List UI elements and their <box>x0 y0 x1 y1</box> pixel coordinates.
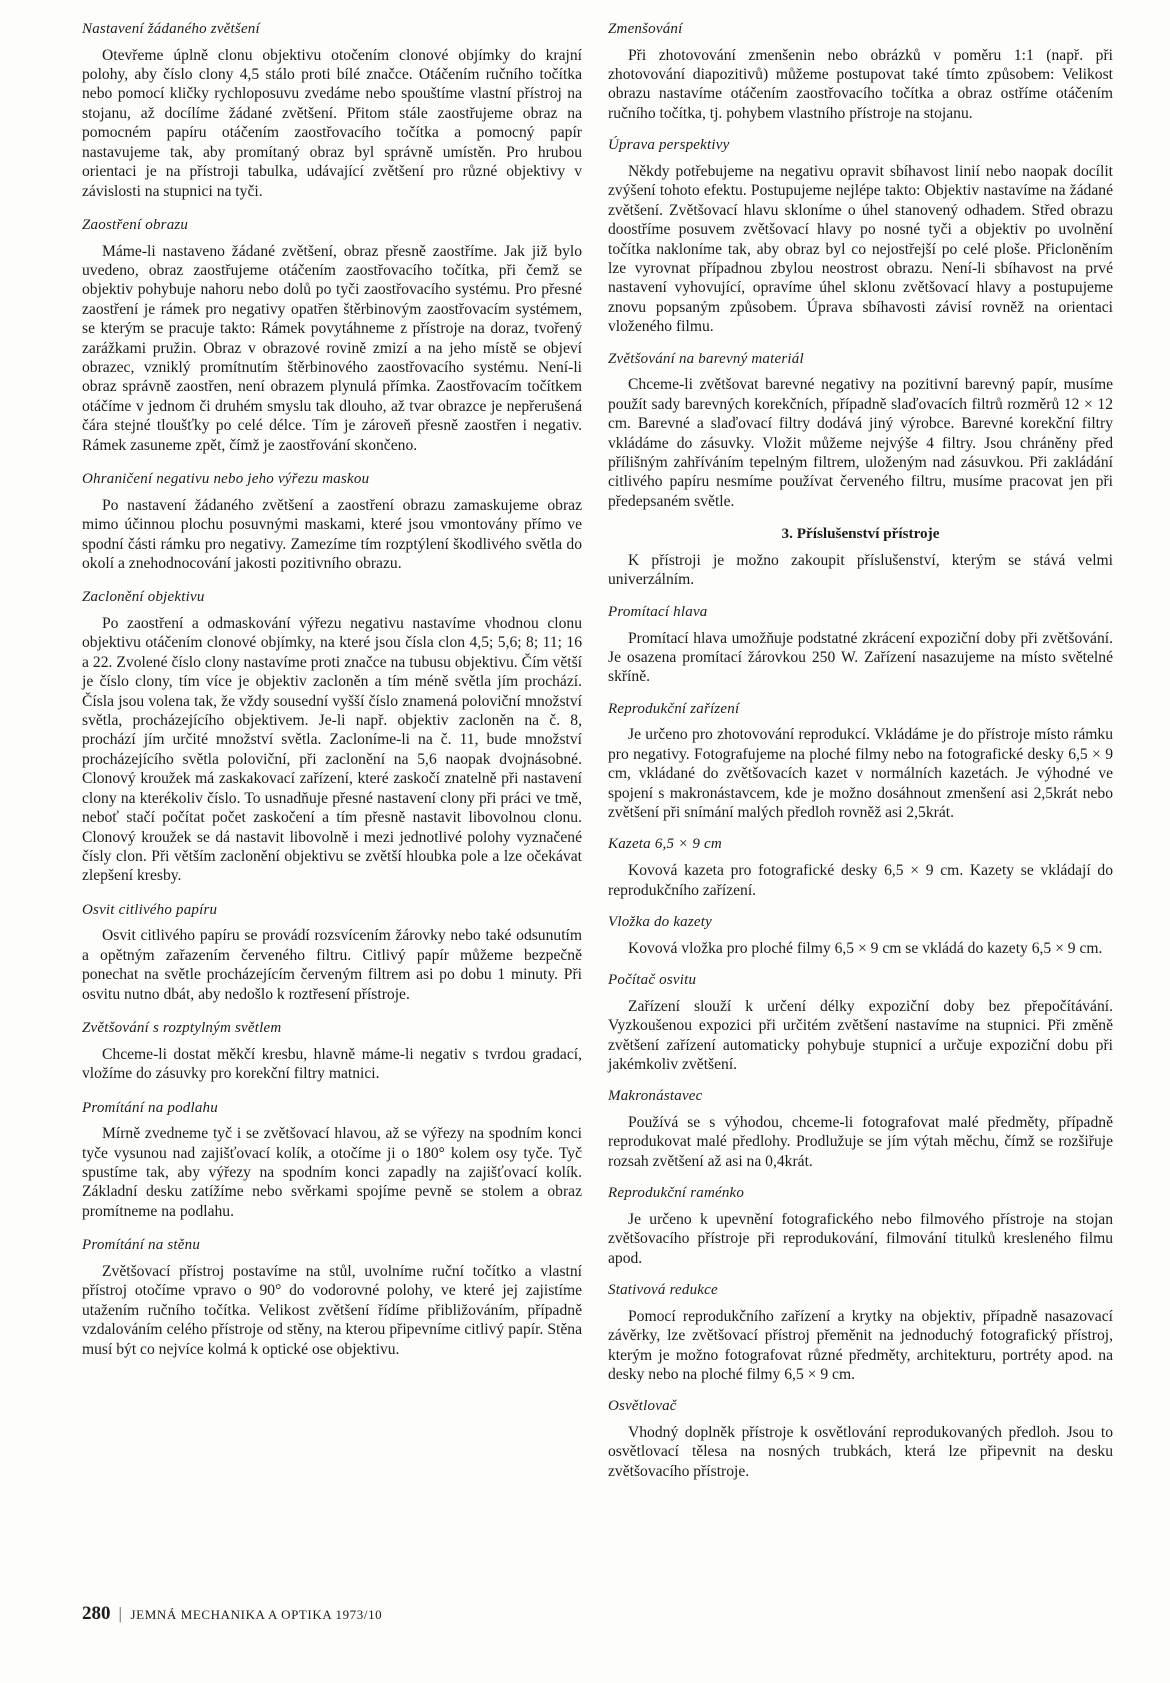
footer-separator: | <box>118 1604 123 1623</box>
page-number: 280 <box>82 1603 111 1624</box>
section <box>82 901 582 1004</box>
section <box>608 835 1113 899</box>
section-paragraph: Zvětšovací přístroj postavíme na stůl, uvolníme ruční točítko a vlastní přístroj otočíme vpravo o 90° do vodorovné polohy, ve které jej zajistíme utažením ručního točítka. Velikost zvětšení řídíme přibližováním, případně vzdalováním celého přístroje od stěny, na kterou připevníme citlivý papír. Stěna musí být co nejvíce kolmá k optické ose objektivu. <box>82 1262 582 1358</box>
section <box>608 971 1113 1074</box>
section-heading: Kazeta 6,5 × 9 cm <box>608 836 722 853</box>
section-heading: Reprodukční raménko <box>608 1185 745 1202</box>
section-paragraph: Zařízení slouží k určení délky expoziční doby bez přepočítávání. Vyzkoušenou expozici při určitém zvětšení nastavíme na stupnici. Při změně zvětšení zařízení automaticky pohybuje stupnicí a určuje expoziční dobu při jakémkoliv zvětšení. <box>608 997 1113 1073</box>
section-paragraph: Pomocí reprodukčního zařízení a krytky na objektiv, případně nasazovací závěrky, lze zvětšovací přístroj přeměnit na jednoduchý fotografický přístroj, kterým je možno fotografovat různé předměty, architekturu, portréty apod. na desky nebo na ploché filmy 6,5 × 9 cm. <box>608 1307 1113 1383</box>
page-footer <box>82 1603 382 1625</box>
section-heading: Úprava perspektivy <box>608 137 730 154</box>
section-paragraph: Vhodný doplněk přístroje k osvětlování reprodukovaných předloh. Jsou to osvětlovací tělesa na nosných trubkách, která lze připevnit na desku zvětšovacího přístroje. <box>608 1424 1113 1480</box>
section-paragraph: Mírně zvedneme tyč i se zvětšovací hlavou, až se výřezy na spodním konci tyče vysunou nad zajišťovací kolík, a otočíme ji o 180° kolem osy tyče. Tyč spustíme tak, aby výřezy na spodním konci zapadly na zajišťovací kolík. Základní desku zatížíme nebo svěrkami spojíme pevně se stolem a obraz promítneme na podlahu. <box>82 1125 582 1220</box>
section-paragraph: Je určeno pro zhotovování reprodukcí. Vkládáme je do přístroje místo rámku pro negativy. Fotografujeme na ploché filmy nebo na fotografické desky 6,5 × 9 cm, vkládané do zvětšovacích kazet v normálních kazetách. Je výhodné ve spojení s makronástavcem, kde je možno dosáhnout zmenšení asi 2,5krát nebo zvětšení při snímání malých předloh rovněž asi 2,5krát. <box>608 726 1113 822</box>
section-heading: Počítač osvitu <box>608 972 697 989</box>
section-paragraph: Kovová vložka pro ploché filmy 6,5 × 9 cm se vkládá do kazety 6,5 × 9 cm. <box>628 939 1103 957</box>
section-heading: Vložka do kazety <box>608 913 713 930</box>
section-paragraph: Při zhotovování zmenšenin nebo obrázků v poměru 1:1 (např. při zhotovování diapozitivů) můžeme postupovat také tímto způsobem: Velikost obrazu nastavíme otáčením zaostřovacího točítka a obraz ostříme otáčením ručního točítka, tj. pohybem vlastního přístroje na stojanu. <box>608 46 1113 122</box>
section <box>608 136 1113 336</box>
section-heading: Zvětšování s rozptylným světlem <box>82 1020 282 1037</box>
section-heading: Promítací hlava <box>608 603 708 620</box>
section <box>608 1087 1113 1171</box>
section <box>608 1184 1113 1268</box>
section-paragraph: Je určeno k upevnění fotografického nebo filmového přístroje na stojan zvětšovacího přístroje při reprodukování, filmování titulků kresleného filmu apod. <box>608 1210 1113 1267</box>
section-heading: Promítání na podlahu <box>82 1099 218 1116</box>
section <box>608 350 1113 512</box>
section <box>82 470 582 573</box>
section-heading: Zaostření obrazu <box>82 216 189 233</box>
section-heading: Promítání na stěnu <box>82 1237 201 1254</box>
section <box>82 1099 582 1222</box>
section <box>608 1281 1113 1384</box>
section <box>608 603 1113 687</box>
journal-name: JEMNÁ MECHANIKA A OPTIKA 1973/10 <box>130 1607 383 1622</box>
left-column <box>82 20 582 1359</box>
section-heading: Zvětšování na barevný materiál <box>608 350 804 367</box>
section-paragraph: Po zaostření a odmaskování výřezu negativu nastavíme vhodnou clonu objektivu otáčením clonové objímky, na které jsou čísla clon 4,5; 5,6; 8; 11; 16 a 22. Zvolené číslo clony nastavíme proti značce na tubusu objektivu. Čím větší je číslo clony, tím více je objektiv zacloněn a tím méně světla jím prochází. Čísla jsou volena tak, že vždy sousední vyšší číslo znamená poloviční množství světla, procházejícího objektivem. Je-li např. objektiv zacloněn na č. 8, prochází jím určité množství světla. Zacloníme-li na č. 11, bude množství procházejícího světla poloviční, při zaclonění na 5,6 naopak dvojnásobné. Clonový kroužek má zaskakovací zařízení, které zaskočí znatelně při nastavení clony na kterékoliv číslo. To usnadňuje přesné nastavení clony při práci ve tmě, neboť stačí počítat počet zaskočení a tím přesně nastavit libovolnou clonu. Clonový kroužek se dá nastavit libovolně i mezi jednotlivé polohy vyznačené čísly clon. Při větším zaclonění objektivu se zvětší hloubka pole a lze očekávat zlepšení kresby. <box>82 615 582 885</box>
section-paragraph: Někdy potřebujeme na negativu opravit sbíhavost linií nebo naopak docílit zvýšení tohoto efektu. Postupujeme nejlépe takto: Objektiv nastavíme na žádané zvětšení. Zvětšovací hlavu skloníme o úhel stanovený odhadem. Střed obrazu doostříme posuvem zvětšovací hlavy po nosné tyči a objektiv po uvolnění točítka nakloníme tak, aby obraz byl co nejostřejší po celé ploše. Přicloněním lze vyrovnat případnou zbylou neostrost obrazu. Není-li sbíhavost na prvé nastavení vyhovující, opravíme úhel sklonu zvětšovací hlavy a postupujeme znovu popsaným způsobem. Úprava sbíhavosti závisí rovněž na orientaci vloženého filmu. <box>608 162 1113 336</box>
section <box>608 700 1113 823</box>
section <box>82 1236 582 1359</box>
section-paragraph: Po nastavení žádaného zvětšení a zaostření obrazu zamaskujeme obraz mimo účinnou plochu posuvnými maskami, které jsou vmontovány přímo ve spodní části rámku pro negativy. Zamezíme tím rozptýlení škodlivého světla do okolí a znehodnocování jakosti pozitivního obrazu. <box>82 496 582 572</box>
section-paragraph: K přístroji je možno zakoupit příslušenství, kterým se stává velmi univerzálním. <box>608 552 1113 589</box>
section-heading: Zmenšování <box>608 21 683 37</box>
section <box>82 588 582 885</box>
section <box>608 913 1113 958</box>
section <box>82 1019 582 1083</box>
section-heading: Reprodukční zařízení <box>608 700 740 717</box>
section-heading: Osvětlovač <box>608 1398 677 1415</box>
section <box>82 216 582 455</box>
section-paragraph: Promítací hlava umožňuje podstatné zkrácení expoziční doby při zvětšování. Je osazena promítací žárovkou 250 W. Zařízení nasazujeme na místo světelné skříně. <box>608 629 1113 686</box>
section <box>82 20 582 201</box>
section-paragraph: Otevřeme úplně clonu objektivu otočením clonové objímky do krajní polohy, aby číslo clony 4,5 stálo proti bílé značce. Otáčením ručního točítka nebo pomocí kličky rychloposuvu zvedáme nebo spouštíme vlastní přístroj na stojanu, až docílíme žádané zvětšení. Přitom stále zaostřujeme obraz na pomocném papíru otáčením zaostřovacího točítka a pomocný papír nastavujeme tak, aby promítaný obraz byl správně umístěn. Pro hrubou orientaci je na přístroji tabulka, udávající zvětšení pro různé objektivy v závislosti na stupnici na tyči. <box>82 46 582 200</box>
section-heading: Stativová redukce <box>608 1282 718 1299</box>
section-paragraph: Používá se s výhodou, chceme-li fotografovat malé předměty, případně reprodukovat malé předlohy. Prodlužuje se jím výtah měchu, čímž se rozšiřuje rozsah zvětšení až asi na 0,4krát. <box>608 1114 1113 1170</box>
chapter-section <box>608 525 1113 590</box>
section-paragraph: Kovová kazeta pro fotografické desky 6,5 × 9 cm. Kazety se vkládají do reprodukčního zařízení. <box>608 862 1113 899</box>
section-paragraph: Chceme-li zvětšovat barevné negativy na pozitivní barevný papír, musíme použít sady barevných korekčních, případně slaďovacích filtrů rozměrů 12 × 12 cm. Barevné a slaďovací filtry dodává jiný výrobce. Barevné korekční filtry vkládáme do zásuvky. Vložit můžeme nejvýše 4 filtry. Jsou chráněny před přílišným zahříváním tepelným filtrem, uloženým nad zásuvkou. Při zakládání citlivého papíru nesmíme používat červeného filtru, musíme pracovat jen při předepsaném světle. <box>608 376 1113 510</box>
section-paragraph: Chceme-li dostat měkčí kresbu, hlavně máme-li negativ s tvrdou gradací, vložíme do zásuvky pro korekční filtry matnici. <box>82 1045 582 1083</box>
right-column <box>608 20 1113 1481</box>
section-heading: Nastavení žádaného zvětšení <box>82 21 260 37</box>
section-paragraph: Máme-li nastaveno žádané zvětšení, obraz přesně zaostříme. Jak již bylo uvedeno, obraz zaostřujeme otáčením zaostřovacího točítka, při čemž se objektiv pohybuje nahoru nebo dolů po tyči zaostřovacího systému. Pro přesné zaostření je rámek pro negativy opatřen štěrbinovým zaostřovacím systémem, se kterým se pracuje takto: Rámek povytáhneme z přístroje na doraz, tvořený zarážkami pružin. Obraz v obrazové rovině zmizí a na jeho místě se objeví obrazec, vzniklý promítnutím štěrbinového zaostřovacího systému. Není-li obraz správně zaostřen, není obrazem plynulá přímka. Zaostřovacím točítkem otáčíme v jednom či druhém smyslu tak dlouho, až tvar obrazce je nepřerušená čára stejné tloušťky po celé délce. Tím je zároveň přesně zaostřen i negativ. Rámek zasuneme zpět, čímž je zaostřování skončeno. <box>82 242 582 454</box>
chapter-heading: 3. Příslušenství přístroje <box>781 525 940 543</box>
section-heading: Makronástavec <box>608 1088 703 1105</box>
section-heading: Zaclonění objektivu <box>82 589 205 606</box>
section <box>608 1397 1113 1481</box>
section <box>608 20 1113 123</box>
section-heading: Ohraničení negativu nebo jeho výřezu maskou <box>82 471 370 488</box>
section-heading: Osvit citlivého papíru <box>82 901 218 918</box>
section-paragraph: Osvit citlivého papíru se provádí rozsvícením žárovky nebo také odsunutím a opětným zařazením červeného filtru. Citlivý papír můžeme bezpečně ponechat na světle procházejícím červeným filtrem asi po dobu 1 minuty. Při osvitu nutno dbát, aby nedošlo k roztřesení přístroje. <box>82 927 582 1003</box>
